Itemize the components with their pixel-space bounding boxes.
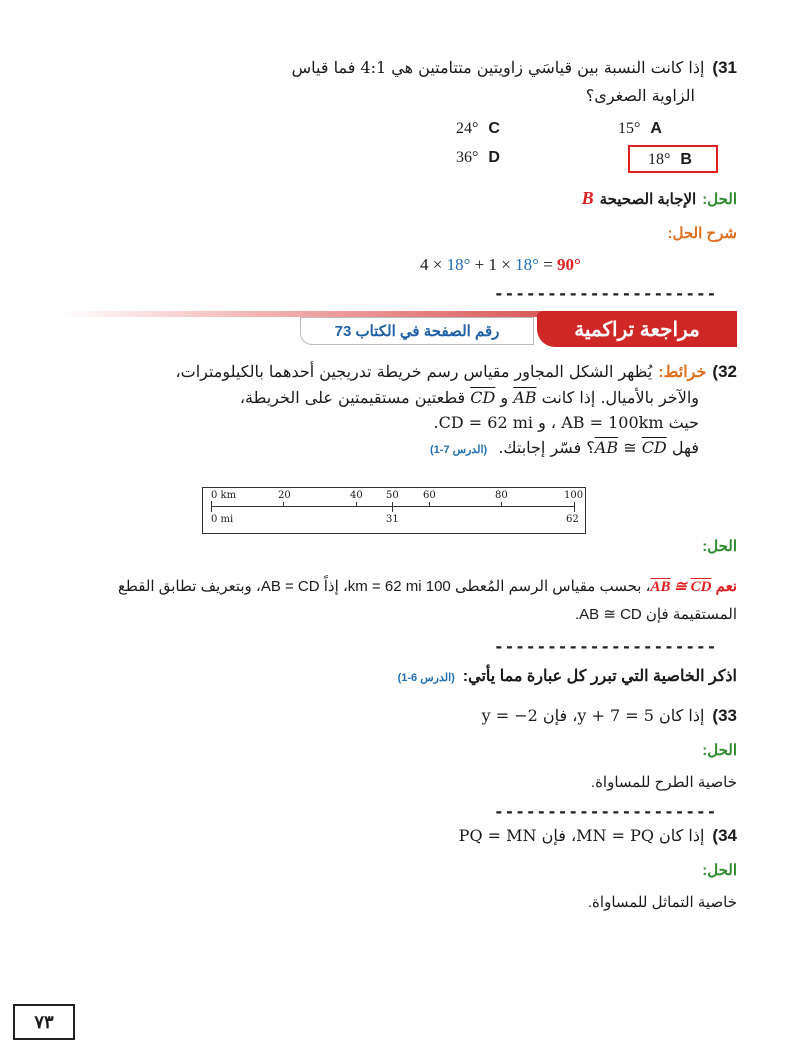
page-reference: رقم الصفحة في الكتاب 73: [300, 317, 534, 345]
solution-31: [582, 188, 737, 209]
km-tick-label: 20: [278, 490, 291, 501]
question-34: [459, 826, 737, 846]
option-c[interactable]: 24° C: [456, 120, 500, 137]
divider: ---------------------: [494, 802, 718, 821]
solution-label: الحل:: [702, 538, 737, 555]
review-title: مراجعة تراكمية: [574, 318, 700, 341]
mi-label: 0 mi: [211, 514, 234, 525]
mi-tick-label: 31: [386, 514, 399, 525]
answer-yes: نعم: [715, 578, 737, 595]
divider: ---------------------: [494, 284, 718, 303]
question-text: إذا كانت النسبة بين قياسَي زاويتين متتامتين هي 4:1 فما قياس: [291, 58, 705, 77]
question-33: [482, 706, 737, 726]
solution-34: خاصية التماثل للمساواة.: [587, 894, 737, 911]
solution-label: الحل:: [702, 191, 737, 208]
question-text: يُظهر الشكل المجاور مقياس رسم خريطة تدريجين أحدهما بالكيلومترات،: [175, 362, 653, 381]
question-number: 31): [712, 58, 737, 77]
question-text: إذا كان MN = PQ، فإن PQ = MN: [458, 826, 705, 845]
explanation-label: شرح الحل:: [667, 225, 737, 242]
question-number: 32): [712, 362, 737, 381]
solution-33: خاصية الطرح للمساواة.: [590, 774, 737, 791]
km-tick-label: 40: [350, 490, 363, 501]
question-text-line2: الزاوية الصغرى؟: [585, 86, 695, 105]
km-tick-label: 50: [386, 490, 399, 501]
divider: ---------------------: [494, 637, 718, 656]
lesson-ref: (الدرس 7-1): [429, 444, 488, 456]
km-tick-label: 100: [564, 490, 584, 501]
km-label: 0 km: [211, 490, 237, 501]
solution-32: نعم $\overline{AB}$ ≅ $\overline{CD}،$ بحسب مقياس الرسم المُعطى 100 km = 62 mi، إذاً AB = CD، وبتعريف تطابق القطع المستقيمة فإن AB ≅ CD.: [117, 578, 737, 623]
question-32: [57, 362, 737, 457]
equation: 4 × 18° + 1 × 18° = 90°: [420, 255, 581, 274]
answer-text: الإجابة الصحيحة: [599, 191, 697, 208]
answer-letter: B: [581, 188, 594, 208]
km-tick-label: 80: [495, 490, 508, 501]
properties-heading: اذكر الخاصية التي تبرر كل عبارة مما يأتي: (الدرس 6-1): [397, 668, 737, 685]
map-scale-figure: [202, 487, 586, 534]
scale-line: [211, 506, 575, 507]
question-text-line3: حيث AB = 100km ، و CD = 62 mi.: [433, 413, 699, 432]
solution-label: الحل:: [702, 742, 737, 759]
question-31: [57, 58, 737, 105]
solution-label: الحل:: [702, 862, 737, 879]
keyword-maps: خرائط:: [658, 364, 707, 381]
option-d[interactable]: 36° D: [456, 149, 500, 166]
question-number: 34): [712, 826, 737, 845]
option-a[interactable]: 15° A: [618, 120, 662, 137]
question-text-line2: والآخر بالأميال. إذا كانت $\overline{AB}$ و $\overline{CD}$ قطعتين مستقيمتين على الخريطة،: [239, 388, 699, 407]
review-banner: [537, 311, 737, 347]
option-b-selected[interactable]: 18° B: [628, 145, 718, 173]
page-number: ٧٣: [34, 1011, 54, 1032]
lesson-ref: (الدرس 6-1): [397, 672, 455, 684]
km-tick-label: 60: [423, 490, 436, 501]
mi-tick-label: 62: [566, 514, 579, 525]
question-text: إذا كان y + 7 = 5، فإن y = −2: [481, 706, 705, 725]
page-number-box: [13, 1004, 75, 1040]
scale-tick: [211, 501, 212, 512]
question-text-line4: فهل $\overline{AB}$ ≅ $\overline{CD}؟$ فسّر إجابتك. (الدرس 7-1): [429, 438, 699, 457]
question-number: 33): [712, 706, 737, 725]
